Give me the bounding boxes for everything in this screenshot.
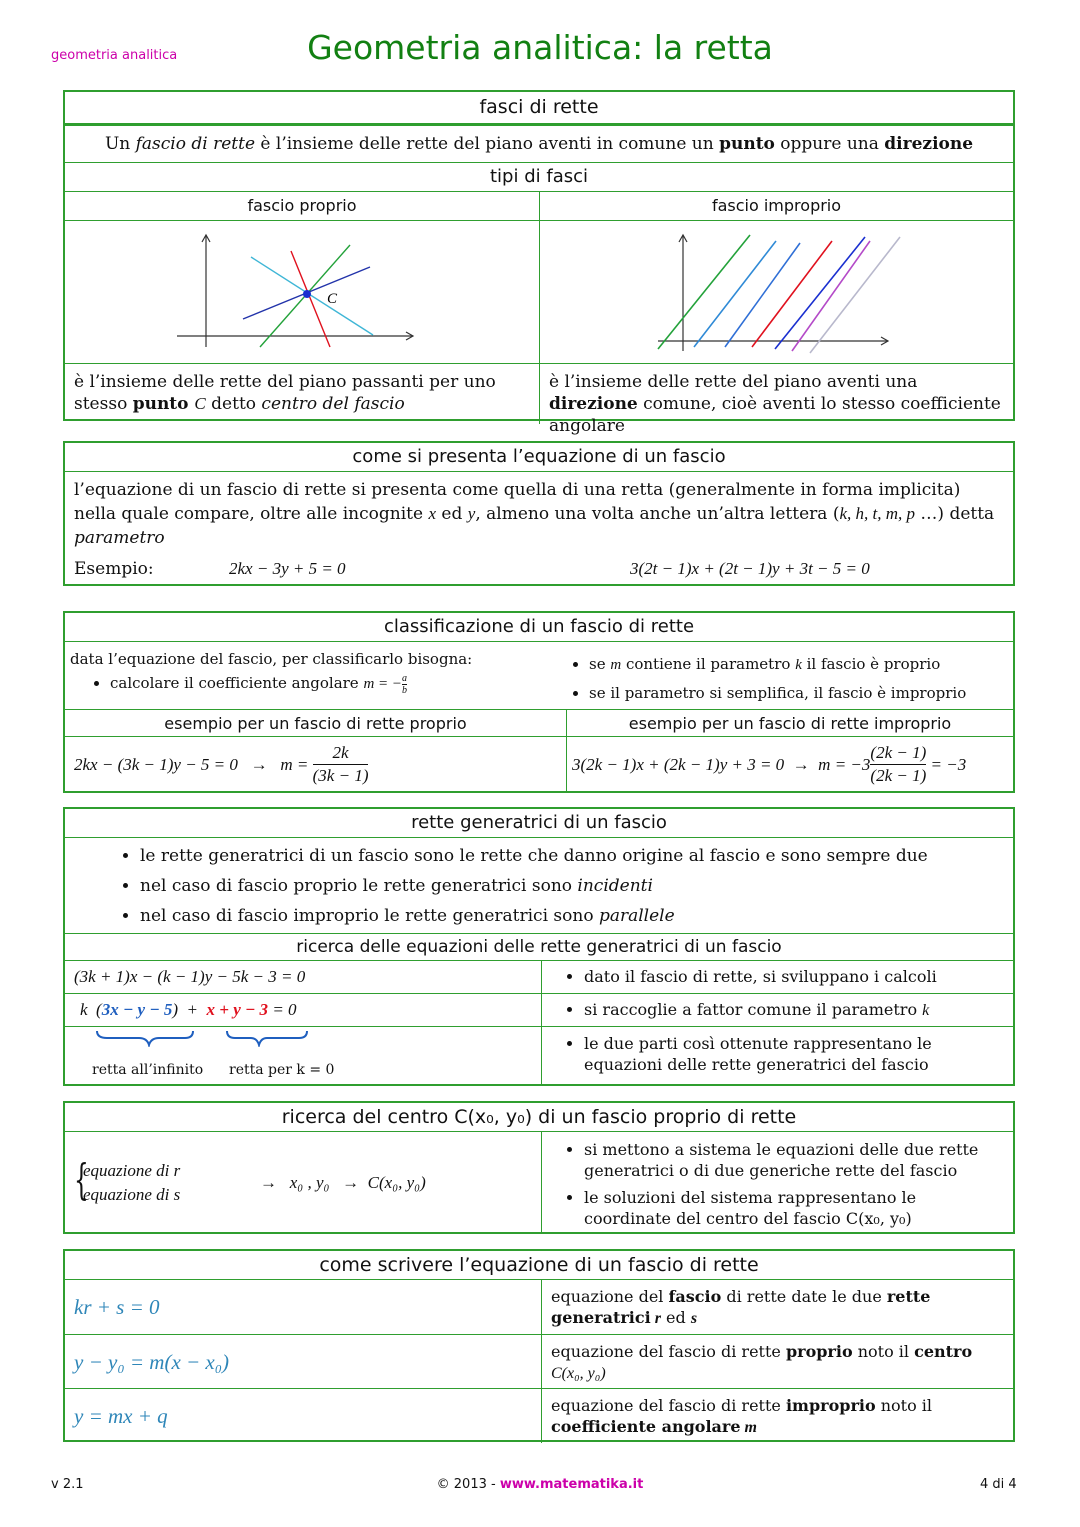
scrivere-box [63, 1249, 1015, 1442]
footer-version: v 2.1 [51, 1477, 84, 1492]
improprio-description: è l’insieme delle rette del piano aventi una direzione comune, cioè aventi lo stesso coefficiente angolare [539, 364, 1013, 424]
proprio-diagram [65, 221, 539, 363]
proprio-diagram-cell [65, 221, 539, 363]
step-3: • le due parti così ottenute rappresentano le equazioni delle rette generatrici del fascio [541, 1027, 1013, 1085]
classify-rules: • se m contiene il parametro k il fascio è proprio • se il parametro si semplifica, il fascio è improprio [539, 642, 1013, 709]
site-link[interactable]: www.matematika.it [499, 1477, 644, 1492]
fasci-heading: fasci di rette [65, 92, 1013, 126]
fascio-eq: (3k + 1)x − (k − 1)y − 5k − 3 = 0 [74, 967, 306, 986]
ex-improprio-fraction: $\frac{(2k - 1)}{(2k - 1)}$ [870, 743, 927, 785]
improprio-diagram-cell [539, 221, 1013, 363]
centro-steps: • si mettono a sistema le equazioni delle due rette generatrici o di due generiche rette del fascio • le soluzioni del sistema rappresentano le coordinate del centro del fascio C(x₀, y₀) [541, 1132, 1013, 1233]
improprio-label: fascio improprio [539, 192, 1013, 220]
step-2: • si raccoglie a fattor comune il parametro k [541, 994, 1013, 1026]
desc-improprio: equazione del fascio di rette improprio noto il coefficiente angolare m [541, 1389, 1013, 1443]
classify-steps: data l’equazione del fascio, per classificarlo bisogna: • calcolare il coefficiente angolare m = − $\frac{a}{b}$ [65, 642, 539, 709]
section-label: geometria analitica [51, 48, 178, 63]
improprio-diagram [540, 221, 1014, 363]
grouped-eq: k (3x − y − 5) + x + y − 3 = 0 [80, 1000, 297, 1019]
classificazione-box [63, 611, 1015, 793]
step-1: • dato il fascio di rette, si sviluppano i calcoli [541, 961, 1013, 993]
classificazione-heading: classificazione di un fascio di rette [65, 613, 1013, 642]
example-2: 3(2t − 1)x + (2t − 1)y + 3t − 5 = 0 [630, 559, 870, 578]
types-heading: tipi di fasci [65, 163, 1013, 192]
brace-icon [93, 1029, 313, 1047]
retta-k0-eq: x + y − 3 [206, 1000, 269, 1019]
ex-proprio-label: esempio per un fascio di rette proprio [164, 714, 467, 733]
system-cell: { equazione di r equazione di s → x₀ , y₀ → C(x₀, y₀) [74, 1155, 426, 1204]
brace-labels: retta all’infinito retta per k = 0 [65, 1027, 541, 1085]
center-point-label: C [327, 291, 338, 307]
desc-proprio: equazione del fascio di rette proprio noto il centro C(x₀, y₀) [541, 1335, 1013, 1388]
scrivere-heading: come scrivere l’equazione di un fascio di rette [65, 1251, 1013, 1280]
generatrici-box [63, 807, 1015, 1086]
fasci-definition: Un fascio di rette è l’insieme delle rette del piano aventi in comune un punto oppure una direzione [65, 126, 1013, 163]
ex-proprio-fraction: $\frac{2k}{(3k - 1)}$ [312, 743, 369, 785]
ex-improprio-label: esempio per un fascio di rette improprio [566, 710, 1013, 736]
equazione-text: l’equazione di un fascio di rette si presenta come quella di una retta (generalmente in forma implicita) nella quale compare, oltre alle incognite x ed y, almeno una volta anche un’altra lettera (k, h, t, m, p …) detta parametro [74, 480, 995, 548]
generatrici-heading: rette generatrici di un fascio [65, 809, 1013, 838]
example-1: 2kx − 3y + 5 = 0 [229, 559, 346, 578]
ex-improprio-eq: 3(2k − 1)x + (2k − 1)y + 3 = 0 → m = −3 $\frac{(2k - 1)}{(2k - 1)}$ = −3 [566, 737, 1013, 792]
ex-proprio-eq: 2kx − (3k − 1)y − 5 = 0 → m = $\frac{2k}{(3k - 1)}$ [74, 743, 369, 785]
system-result: → x₀ , y₀ → C(x₀, y₀) [260, 1173, 426, 1192]
page-title: Geometria analitica: la retta [307, 28, 773, 67]
retta-infinito-eq: 3x − y − 5 [101, 1000, 173, 1019]
ricerca-heading: ricerca delle equazioni delle rette generatrici di un fascio [65, 934, 1013, 961]
equazione-box [63, 441, 1015, 586]
formula-improprio: y = mx + q [74, 1404, 168, 1428]
centro-heading: ricerca del centro C(x₀, y₀) di un fascio proprio di rette [65, 1103, 1013, 1132]
footer-copyright: © 2013 - www.matematika.it [436, 1477, 644, 1492]
system-brace-icon: { [74, 1155, 89, 1204]
equazione-example: Esempio: 2kx − 3y + 5 = 0 3(2t − 1)x + (2t − 1)y + 3t − 5 = 0 [74, 559, 870, 579]
ratio-a-b: $\frac{a}{b}$ [402, 672, 408, 696]
desc-generatrici: equazione del fascio di rette date le due rette generatrici r ed s [541, 1280, 1013, 1334]
formula-generatrici: kr + s = 0 [74, 1295, 160, 1319]
centro-box [63, 1101, 1015, 1234]
proprio-description: è l’insieme delle rette del piano passanti per uno stesso punto C detto centro del fascio [74, 372, 496, 414]
equazione-heading: come si presenta l’equazione di un fascio [65, 443, 1013, 472]
footer-page: 4 di 4 [980, 1477, 1017, 1492]
fasci-box [63, 90, 1015, 436]
proprio-label: fascio proprio [247, 196, 357, 215]
formula-proprio: y − y₀ = m(x − x₀) [74, 1350, 230, 1374]
generatrici-bullets: • le rette generatrici di un fascio sono le rette che danno origine al fascio e sono sempre due • nel caso di fascio proprio le rette generatrici sono incidenti • nel caso di fascio improprio le rette generatrici sono parallele [65, 838, 1013, 934]
